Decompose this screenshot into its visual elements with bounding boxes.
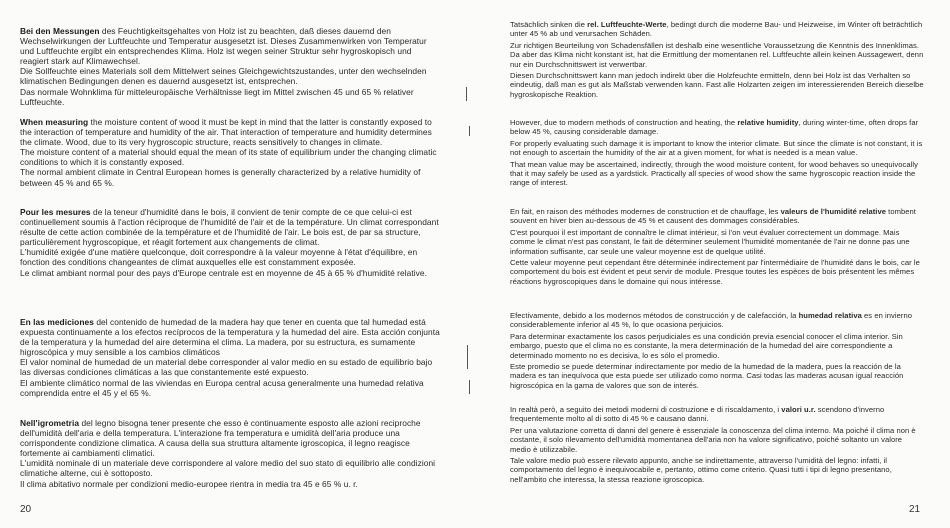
- paragraph-text: , bedingt durch die moderne Bau- und Heizweise, im Winter oft beträchtlich unter 45 % ab und verursachen Schäden.: [510, 20, 923, 39]
- paragraph-text: In realtà però, a seguito dei metodi moderni di costruzione e di riscaldamento, i: [510, 405, 782, 414]
- paragraph-bold: valori u.r.: [781, 405, 816, 414]
- section-paragraph: [510, 311, 925, 330]
- section-italian: [510, 405, 925, 484]
- right-page: [475, 0, 950, 528]
- section-text: des Feuchtigkeitsgehaltes von Holz ist zu beachten, daß dieses dauernd den Wechselwirkungen der Luftfeuchte und Temperatur ausgesetzt ist. Dieses Zusammenwirken von Temperatur und Luftfeuchte ergibt ein entsprechendes Klima. Holz ist wegen seiner Struktur sehr hygroskopisch und reagiert stark auf Klimawechsel.: [20, 26, 427, 67]
- section-paragraph: El valor nominal de humedad de un material debe corresponder al valor medio en su estado de equilibrio bajo las diversas condiciones climáticas a las que constantemente esté expuesto.: [20, 357, 433, 378]
- section-text: the moisture content of wood it must be kept in mind that the latter is constantly exposed to the interaction of temperature and humidity of the air. That interaction of temperature and humidity determines the climate. Wood, due to its very hygroscopic structure, reacts sensitively to changes in climate.: [20, 117, 432, 148]
- section-paragraph: Diesen Durchschnittswert kann man jedoch indirekt über die Holzfeuchte ermitteln, denn bei Holz ist das Verhalten so eindeutig, daß man es gut als Maßstab verwenden kann. Fast alle Holzarten zeigen im interessierenden Bereich dieselbe hygroskopische Reaktion.: [510, 71, 924, 99]
- section-german: [510, 20, 925, 99]
- page-number-left: 20: [20, 504, 32, 515]
- section-paragraph: L'humidité exigée d'une matière quelconque, doit correspondre à la valeur moyenne à l'état d'équilibre, en fonction des conditions changeantes de climat auxquelles elle est constamment exposée.: [20, 247, 418, 268]
- paragraph-bold: rel. Luftfeuchte-Werte: [587, 20, 667, 29]
- section-paragraph: C'est pourquoi il est important de connaître le climat intérieur, si l'on veut évaluer correctement un dommage. Mais comme le climat n'est pas constant, le fait de déterminer seulement l'humidité momentanée de l'air ne donne pas une information suffisante, car seule une valeur moyenne est de quelque utilité.: [510, 227, 910, 256]
- section-paragraph: Tale valore medio può essere rilevato appunto, anche se indirettamente, attraverso l'umidità del legno: infatti, il comportamento del legno è inequivocabile e, pertanto, ottimo come criterio. Quasi tutti i tipi di legno presentano, nell'ambito che interessa, la stessa reazione igroscopica.: [510, 456, 892, 484]
- section-lead: Bei den Messungen: [20, 26, 100, 36]
- section-paragraph: [20, 418, 440, 458]
- section-paragraph: That mean value may be ascertained, indirectly, through the wood moisture content, for wood behaves so unequivocally that it may safely be used as a yardstick. Practically all species of wood show the same hygroscopic reaction inside the range of interest.: [510, 159, 918, 188]
- section-text: del contenido de humedad de la madera hay que tener en cuenta que tal humedad está expuesta continuamente a los efectos recíprocos de la temperatura y la humedad del aire. Esta acción conjunta de la temperatura y la humedad del aire determina el clima. La madera, por su estructura, es sumamente higroscópica y muy sensible a los cambios climáticos: [20, 317, 440, 358]
- section-paragraph: El ambiente climático normal de las viviendas en Europa central acusa generalmente una humedad relativa comprendida entre el 45 y el 65 %.: [20, 377, 424, 398]
- paragraph-bold: relative humidity: [737, 118, 799, 127]
- section-english: [20, 117, 440, 188]
- section-italian: [20, 418, 440, 489]
- section-paragraph: Die Sollfeuchte eines Materials soll dem Mittelwert seines Gleichgewichtszustandes, unter den wechselnden klimatischen Bedingungen denen es dauernd ausgesetzt ist, entsprechen.: [20, 66, 427, 87]
- section-paragraph: Il clima abitativo normale per condizioni medio-europee rientra in media tra 45 e 65 % u. r.: [20, 478, 358, 489]
- section-lead: Nell'igrometria: [20, 418, 80, 428]
- section-spanish: [20, 317, 440, 398]
- section-paragraph: Le climat ambiant normal pour des pays d'Europe centrale est en moyenne de 45 à 65 % d'humidité relative.: [20, 267, 427, 278]
- section-paragraph: Per una valutazione corretta di danni del genere è essenziale la conoscenza del clima interno. Ma poiché il clima non è costante, il solo rilevamento dell'umidità momentanea dell'aria non ha valore significativo, poiché soltanto un valore medio è utilizzabile.: [510, 425, 916, 454]
- section-paragraph: The moisture content of a material should equal the mean of its state of equilibrium under the changing climatic conditions to which it is constantly exposed.: [20, 147, 437, 168]
- paragraph-text: En fait, en raison des méthodes modernes de construction et de chauffage, les: [510, 207, 781, 216]
- paragraph-bold: valeurs de l'humidité relative: [780, 207, 887, 216]
- paragraph-bold: humedad relativa: [798, 311, 862, 320]
- paragraph-text: Tatsächlich sinken die: [510, 20, 588, 29]
- section-paragraph: [510, 405, 925, 424]
- section-paragraph: [20, 317, 440, 357]
- section-paragraph: Zur richtigen Beurteilung von Schadensfällen ist deshalb eine wesentliche Voraussetzung die Kenntnis des Innenklimas. Da aber das Klima nicht konstant ist, hat die Ermittlung der momentanen rel. Luftfeuchte allein keinen Aussagewert, denn nur ein Durchschnittswert ist verwertbar.: [510, 40, 924, 69]
- section-paragraph: [20, 117, 440, 147]
- paragraph-text: Efectivamente, debido a los modernos métodos de construcción y de calefacción, la: [510, 311, 799, 320]
- section-paragraph: [510, 118, 925, 137]
- section-text: de la teneur d'humidité dans le bois, il convient de tenir compte de ce que celui-ci est continuellement soumis à l'action réciproque de l'humidité de l'air et de la température. Un climat correspondant résulte de cette action combinée de la température et de l'humidité de l'air. Le bois est, de par sa structure, particulièrement hygroscopique, et réagit fortement aux changements de climat.: [20, 207, 439, 248]
- section-english: [510, 118, 925, 188]
- gutter-mark: [469, 380, 470, 394]
- section-french: [20, 207, 440, 278]
- paragraph-text: , during winter-time, often drops far below 45 %, causing considerable damage.: [510, 118, 919, 137]
- section-paragraph: Para determinar exactamente los casos perjudiciales es una condición previa esencial conocer el clima interior. Sin embargo, puesto que el clima no es constante, la mera determinación de la humedad del aire correspondiente a determinado momento no es decisiva, lo es sólo el promedio.: [510, 331, 903, 360]
- section-paragraph: [20, 26, 440, 66]
- section-spanish: [510, 311, 925, 390]
- section-lead: En las mediciones: [20, 317, 94, 327]
- page-number-right: 21: [909, 504, 921, 515]
- paragraph-text: es en invierno considerablemente inferior al 45 %, lo que ocasiona perjuicios.: [510, 311, 913, 330]
- gutter-mark: [469, 126, 470, 136]
- section-paragraph: [20, 207, 440, 247]
- section-text: del legno bisogna tener presente che esso è continuamente esposto alle azioni reciproche dell'umidità dell'aria e della temperatura. L'interazione fra temperatura e umidità dell'aria produce una corrispondente condizione climatica. A causa della sua struttura altamente igroscopica, il legno reagisce fortemente ai cambiamenti climatici.: [20, 418, 421, 459]
- section-lead: When measuring: [20, 117, 89, 127]
- paragraph-text: tombent souvent en hiver bien au-dessous de 45 % et causent des dommages considérables.: [510, 207, 916, 226]
- section-paragraph: [510, 207, 925, 226]
- section-paragraph: Das normale Wohnklima für mitteleuropäische Verhältnisse liegt im Mittel zwischen 45 und 65 % relativer Luftfeuchte.: [20, 86, 414, 107]
- section-paragraph: [510, 20, 925, 39]
- section-french: [510, 207, 925, 286]
- paragraph-text: scendono d'inverno frequentemente molto al di sotto di 45 % e causano danni.: [510, 405, 885, 424]
- section-lead: Pour les mesures: [20, 207, 91, 217]
- paragraph-text: However, due to modern methods of construction and heating, the: [510, 118, 738, 127]
- section-paragraph: Cette valeur moyenne peut cependant être déterminée indirectement par l'intermédiaire de l'humidité dans le bois, car le comportement du bois est évident et peut servir de module. Presque toutes les espèces de bois présentent les mêmes réactions hygroscopiques dans le domaine qui nous intéresse.: [510, 258, 920, 286]
- section-paragraph: The normal ambient climate in Central European homes is generally characterized by a relative humidity of between 45 % and 65 %.: [20, 167, 421, 188]
- gutter-mark: [467, 345, 468, 369]
- section-paragraph: For properly evaluating such damage it is important to know the interior climate. But since the climate is not constant, it is not enough to ascertain the humidity of the air at a given moment, for what is needed is a mean value.: [510, 138, 923, 158]
- gutter-mark: [466, 87, 467, 101]
- section-paragraph: L'umidità nominale di un materiale deve corrispondere al valore medio del suo stato di equilibrio alle condizioni climatiche alterne, cui è sottoposto.: [20, 458, 436, 479]
- section-german: [20, 26, 440, 107]
- section-paragraph: Este promedio se puede determinar indirectamente por medio de la humedad de la madera, pues la reacción de la madera es tan inequívoca que esta puede ser utilizado como norma. Casi todas las maderas acusan igual reacción higroscópica en la gama de valores que son de interés.: [510, 362, 904, 390]
